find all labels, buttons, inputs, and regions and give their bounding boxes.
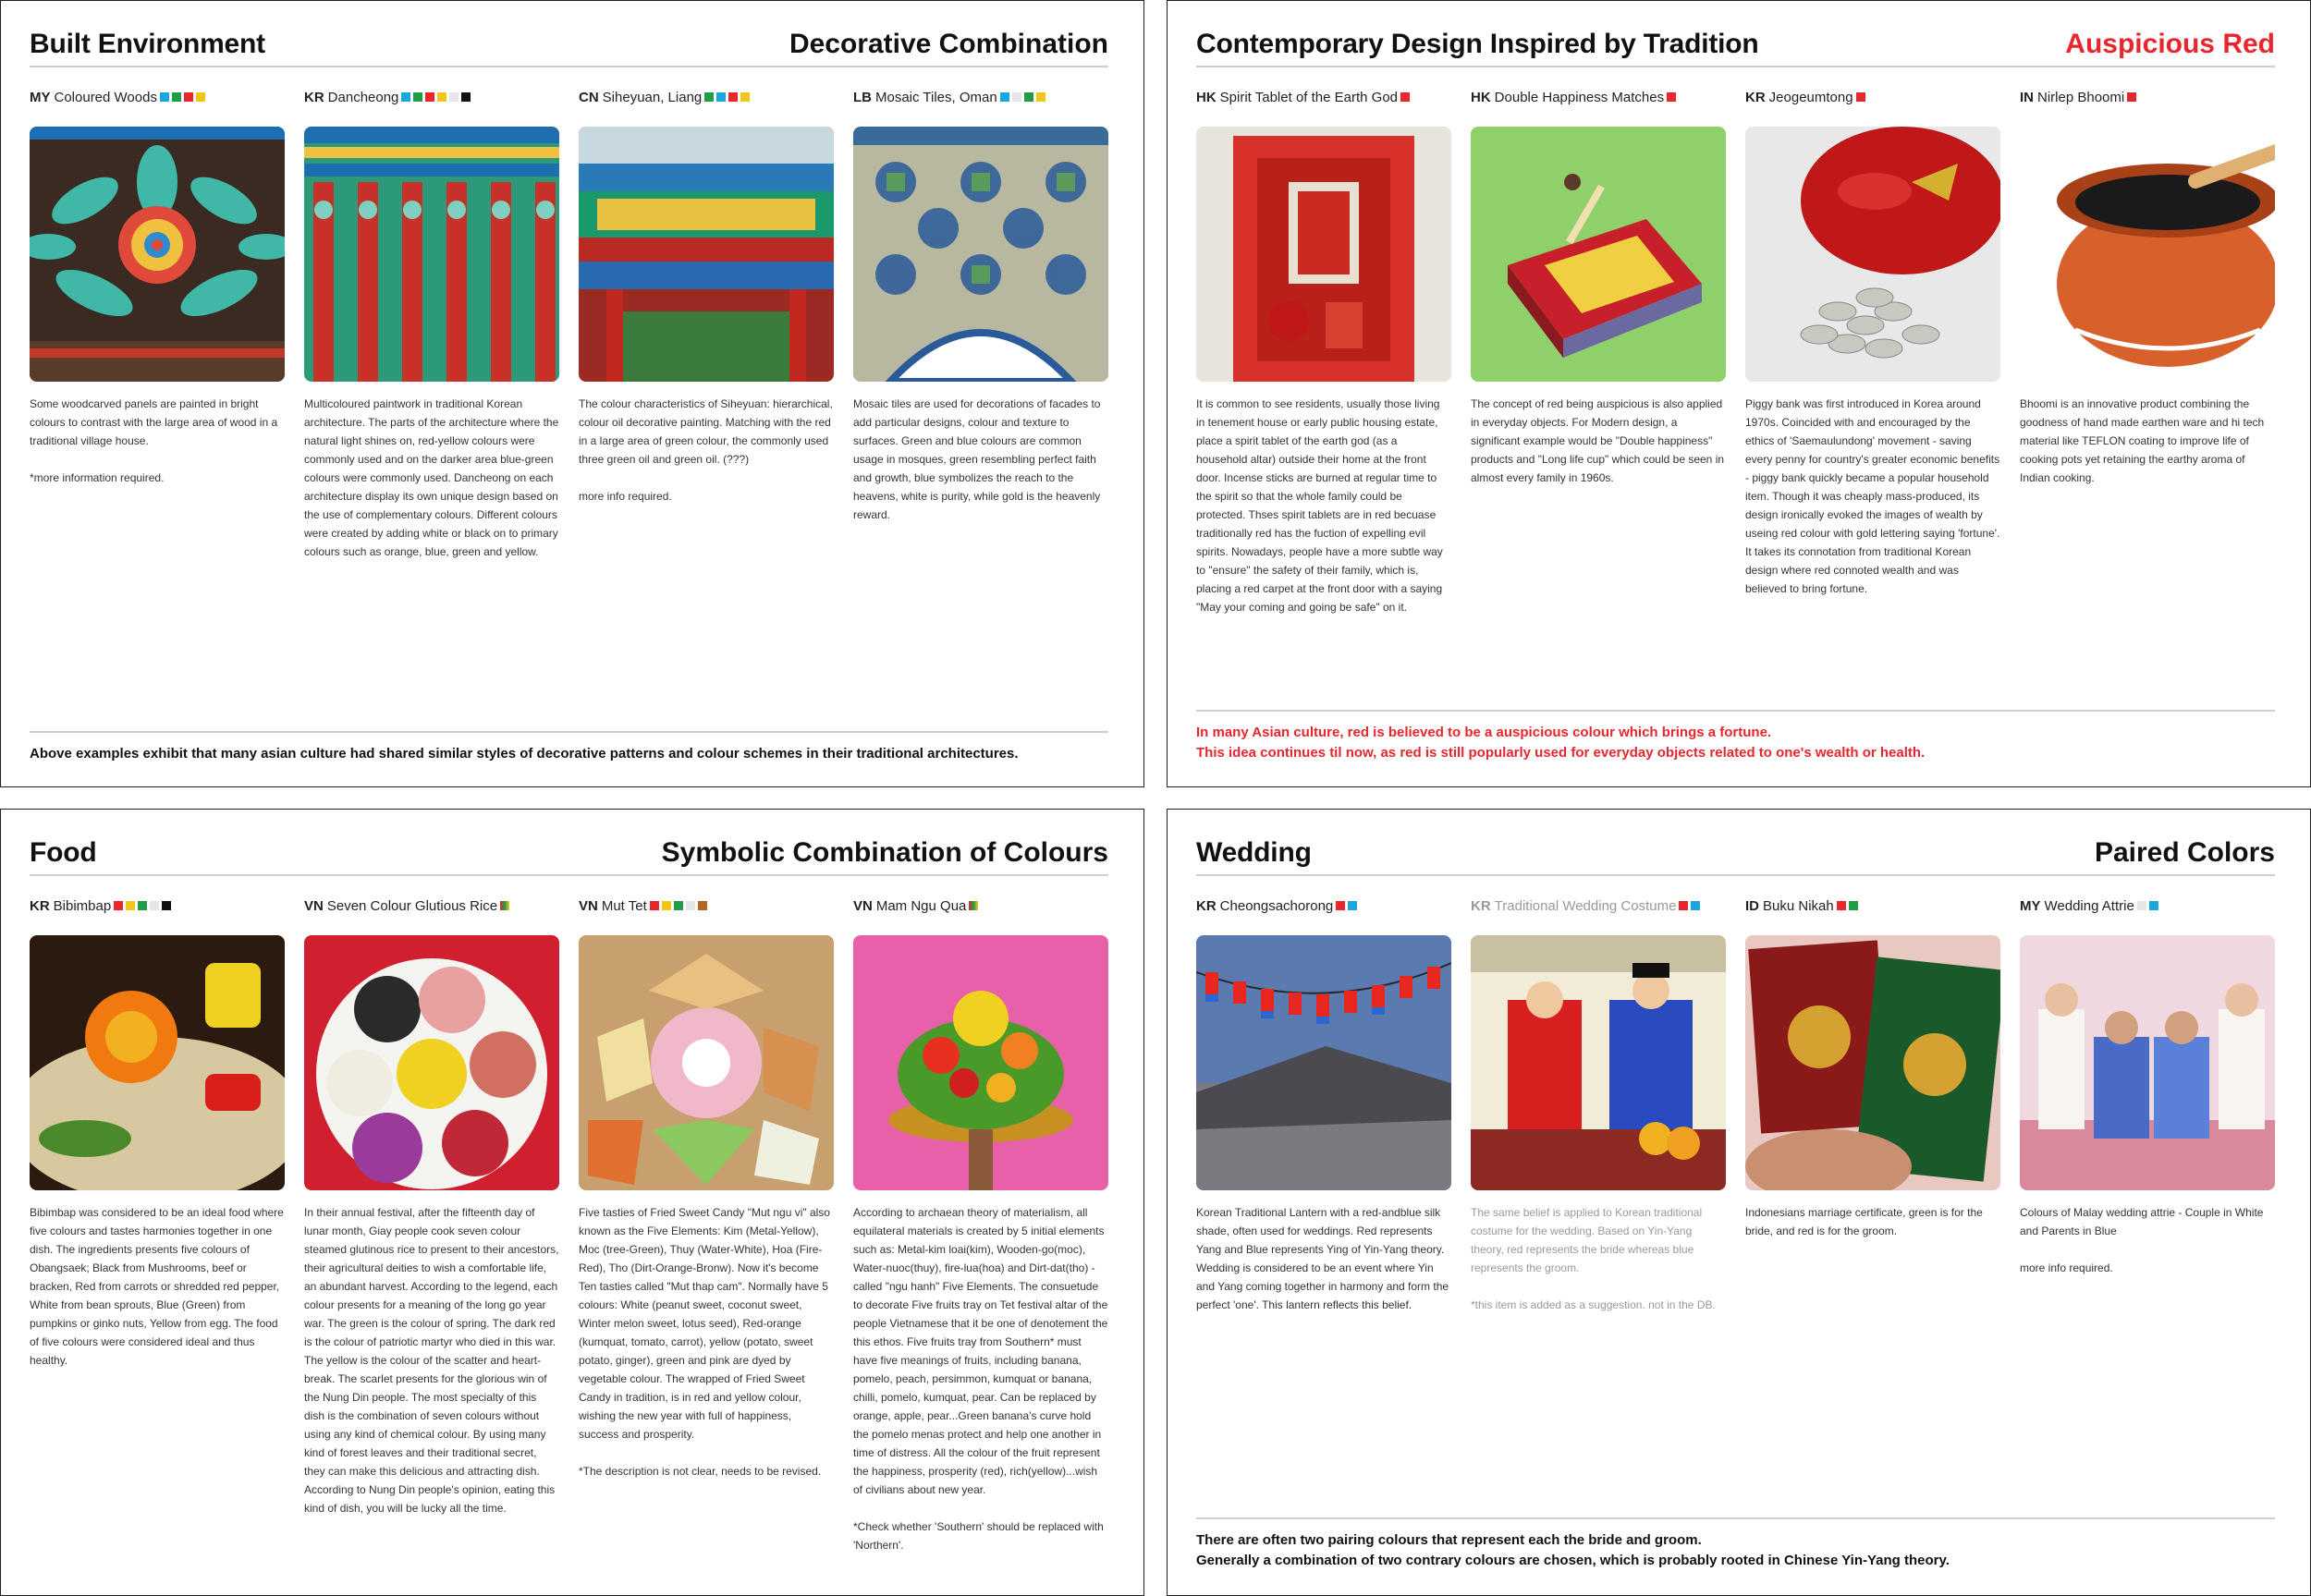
spacer (579, 1444, 834, 1462)
item-siheyuan (579, 90, 834, 503)
panel-wedding (1167, 809, 2311, 1596)
description-note: *this item is added as a suggestion. not in the DB. (1471, 1298, 1716, 1311)
item-caption (1471, 898, 1726, 919)
item-cheongsachorong (1196, 898, 1451, 1311)
item-caption (2020, 90, 2275, 110)
description-note: *Check whether 'Southern' should be replaced with 'Northern'. (853, 1520, 1104, 1552)
photo-clay-pot (2020, 127, 2275, 382)
item-name: Wedding Attrie (2044, 898, 2134, 914)
item-description (853, 1203, 1108, 1554)
swatch-orange (126, 901, 135, 910)
item-description: In their annual festival, after the fifteenth day of lunar month, Giay people cook seven colour steamed glutinous rice to present to their ancestors, their agricultural deities to wish a comfortable life, an abundant harvest. According to the legend, each colour presents for a meaning of the long go year war. The green is the colour of spring. The dark red is the colour of patriotic martyr who died in this war. The yellow is the colour of the scatter and heart-break. The scarlet presents for the glorious win of the Nung Din people. The most specialty of this dish is the combination of seven colours without using any kind of chemical colour. By using many kind of forest leaves and their traditional secret, they can make this delicious and attracting dish. According to Nung Din people's opinion, eating this kind of dish, you will be lucky all the time. (304, 1206, 559, 1515)
panel-header (1196, 29, 2275, 67)
photo-spirit-tablet (1196, 127, 1451, 382)
swatch-green (1024, 92, 1033, 102)
panel-subtitle: Paired Colors (2094, 837, 2275, 868)
photo-wedding-costume (1471, 935, 1726, 1190)
description-paragraph: The same belief is applied to Korean traditional costume for the wedding. Based on Yin-Yang theory, red represents the bride whereas blue represents the groom. (1471, 1206, 1703, 1274)
item-caption (304, 90, 559, 110)
description-note: more info required. (579, 490, 672, 503)
item-name: Mam Ngu Qua (875, 898, 967, 914)
item-description: Korean Traditional Lantern with a red-andblue silk shade, often used for weddings. Red represents Yang and Blue represents Ying of Yin-Yang theory. Wedding is considered to be an event where Yin and Yang coming together in harmony and form the perfect 'one'. This lantern reflects this belief. (1196, 1206, 1449, 1311)
item-description: The concept of red being auspicious is also applied in everyday objects. For Modern design, a significant example would be "Double happiness" products and "Long life cup" which could be seen in almost every family in 1960s. (1471, 397, 1725, 484)
country-code: HK (1196, 90, 1217, 105)
country-code: KR (1196, 898, 1217, 914)
item-caption (579, 898, 834, 919)
swatch-orange (437, 92, 446, 102)
item-description (579, 1203, 834, 1480)
description-paragraph: The colour characteristics of Siheyuan: hierarchical, colour oil decorative painting. Matching with the red in a large area of green colour, the commonly used three green oil and green oil. (???) (579, 397, 833, 466)
swatch-red (1856, 92, 1865, 102)
item-name: Spirit Tablet of the Earth God (1219, 90, 1399, 105)
swatch-orange (1036, 92, 1045, 102)
panel-subtitle: Decorative Combination (789, 29, 1108, 59)
item-traditional-wedding-costume (1471, 898, 1726, 1311)
country-code: KR (30, 898, 50, 914)
item-name: Traditional Wedding Costume (1494, 898, 1677, 914)
swatch-red (1336, 901, 1345, 910)
photo-siheyuan-beams (579, 127, 834, 382)
swatch-green (674, 901, 683, 910)
item-buku-nikah (1745, 898, 2000, 1237)
swatch-grey (150, 901, 159, 910)
item-name: Bibimbap (53, 898, 112, 914)
panel-built-environment (0, 0, 1144, 787)
swatch-grey (449, 92, 459, 102)
swatch-red (1667, 92, 1676, 102)
panel-food (0, 809, 1144, 1596)
item-caption (853, 90, 1108, 110)
country-code: KR (1745, 90, 1766, 105)
swatch-blue (401, 92, 410, 102)
panel-header (30, 837, 1108, 876)
panel-subtitle: Auspicious Red (2065, 29, 2275, 59)
spacer (579, 469, 834, 487)
description-paragraph: Colours of Malay wedding attrie - Couple in White and Parents in Blue (2020, 1206, 2264, 1237)
item-mosaic-tiles (853, 90, 1108, 521)
swatch-multicolour (969, 901, 978, 910)
item-mut-tet (579, 898, 834, 1478)
item-description: Indonesians marriage certificate, green is for the bride, and red is for the groom. (1745, 1206, 1983, 1237)
country-code: MY (30, 90, 51, 105)
country-code: LB (853, 90, 872, 105)
swatch-black (461, 92, 471, 102)
photo-lanterns (1196, 935, 1451, 1190)
photo-mosaic-tiles (853, 127, 1108, 382)
item-name: Seven Colour Glutious Rice (326, 898, 498, 914)
item-description: It is common to see residents, usually those living in tenement house or early public housing estate, place a spirit tablet of the earth god (as a household altar) outside their home at the front door. Incense sticks are burned at regular time to the spirit so that the whole family could be protected. Thses spirit tablets are in red becuase traditionally red has the fuction of expelling evil spirits. Nowadays, people have a more subtle way to "ensure" the safety of their family, which is, placing a red carpet at the front door with a saying "May your coming and going be safe" on it. (1196, 397, 1443, 614)
swatch-red (728, 92, 738, 102)
item-description: Multicoloured paintwork in traditional Korean architecture. The parts of the architecture where the natural light shines on, red-yellow colours were commonly used and on the darker area blue-green colours were commonly used. Dancheong on each architecture display its own unique design based on the use of complementary colours. Different colours were created by adding white or black on to primary colours such as orange, blue, green and yellow. (304, 397, 559, 558)
spacer (853, 1499, 1108, 1517)
item-name: Dancheong (327, 90, 399, 105)
spacer (2020, 1240, 2275, 1259)
photo-matchbox (1471, 127, 1726, 382)
swatch-red (650, 901, 659, 910)
country-code: KR (1471, 898, 1491, 914)
item-caption (1745, 90, 2000, 110)
description-paragraph: Some woodcarved panels are painted in bright colours to contrast with the large area of wood in a traditional village house. (30, 397, 278, 447)
panel-footer (30, 731, 1108, 764)
swatch-grey (1012, 92, 1021, 102)
item-description (579, 395, 834, 506)
item-caption (30, 90, 285, 110)
item-name: Mosaic Tiles, Oman (875, 90, 997, 105)
photo-mut-tet (579, 935, 834, 1190)
photo-carved-wood-panel (30, 127, 285, 382)
country-code: HK (1471, 90, 1491, 105)
footer-line: In many Asian culture, red is believed to be a auspicious colour which brings a fortune. (1196, 725, 1772, 740)
country-code: VN (579, 898, 598, 914)
item-description: Mosaic tiles are used for decorations of facades to add particular designs, colour and texture to surfaces. Green and blue colours are common usage in mosques, green resembling perfect faith and growth, blue symbolizes the reach to the heavens, white is purity, while gold is the heavenly reward. (853, 397, 1101, 521)
swatch-red (1400, 92, 1410, 102)
country-code: ID (1745, 898, 1759, 914)
panel-footer (1196, 1517, 2275, 1571)
item-wedding-attrie (2020, 898, 2275, 1274)
photo-seven-colour-rice (304, 935, 559, 1190)
description-note: more info required. (2020, 1261, 2113, 1274)
country-code: CN (579, 90, 599, 105)
panel-header (1196, 837, 2275, 876)
swatch-black (162, 901, 171, 910)
description-paragraph: Five tasties of Fried Sweet Candy "Mut ngu vi" also known as the Five Elements: Kim (Metal-Yellow), Moc (tree-Green), Thuy (Water-White), Hoa (Fire-Red), Tho (Dirt-Orange-Bronw). Now it's become Ten tasties called "Mut thap cam". Normally have 5 colours: White (peanut sweet, coconut sweet, Winter melon sweet, lotus seed), Red-orange (kumquat, tomato, carrot), yellow (potato, sweet potato, ginger), green and pink are dyed by vegetable colour. The wrapped of Fried Sweet Candy in tradition, is in red and yellow colour, wishing the new year with full of happiness, success and prosperity. (579, 1206, 830, 1441)
item-description (1471, 1203, 1726, 1314)
item-caption (1745, 898, 2000, 919)
item-spirit-tablet (1196, 90, 1451, 614)
country-code: VN (304, 898, 324, 914)
item-description: Bibimbap was considered to be an ideal food where five colours and tastes harmonies together in one dish. The ingredients presents five colours of Obangsaek; Black from Mushrooms, beef or bracken, Red from carrots or shredded red pepper, White from bean sprouts, Blue (Green) from pumpkins or ginko nuts, Yellow from egg. The food of five colours were considered ideal and thus healthy. (30, 1206, 284, 1367)
panel-header (30, 29, 1108, 67)
swatch-red (1679, 901, 1688, 910)
item-caption (579, 90, 834, 110)
item-caption (853, 898, 1108, 919)
footer-line: This idea continues til now, as red is still popularly used for everyday objects related to one's wealth or health. (1196, 745, 1926, 761)
footer-line: Generally a combination of two contrary colours are chosen, which is probably rooted in Chinese Yin-Yang theory. (1196, 1553, 1950, 1568)
swatch-orange (662, 901, 671, 910)
swatch-blue (160, 92, 169, 102)
item-seven-colour-rice (304, 898, 559, 1515)
item-caption (1196, 90, 1451, 110)
spacer (30, 450, 285, 469)
panel-footer (1196, 710, 2275, 763)
swatch-blue (1000, 92, 1009, 102)
swatch-green (413, 92, 422, 102)
country-code: IN (2020, 90, 2034, 105)
photo-bibimbap (30, 935, 285, 1190)
swatch-red (1837, 901, 1846, 910)
swatch-multicolour (500, 901, 509, 910)
country-code: MY (2020, 898, 2041, 914)
item-name: Coloured Woods (54, 90, 157, 105)
swatch-grey (2137, 901, 2146, 910)
item-name: Jeogeumtong (1768, 90, 1853, 105)
panel-title: Built Environment (30, 29, 265, 59)
item-description: Piggy bank was first introduced in Korea around 1970s. Coincided with and encouraged by the ethics of 'Saemaulundong' movement - saving every penny for country's greater economic benefits - piggy bank quickly became a popular household item. Though it was cheaply mass-produced, its design ironically evoked the images of wealth by useing red colour with gold lettering saying 'fortune'. It takes its connotation from traditional Korean design where red connoted wealth and was believed to bring fortune. (1745, 397, 2000, 595)
item-caption (2020, 898, 2275, 919)
item-dancheong (304, 90, 559, 558)
swatch-green (704, 92, 714, 102)
item-caption (30, 898, 285, 919)
description-paragraph: According to archaean theory of materialism, all equilateral materials is created by 5 initial elements such as: Metal-kim loai(kim), Wooden-go(moc), Water-nuoc(thuy), fire-lua(hoa) and Dirt-dat(tho) - called "ngu hanh" Five Elements. The consuetude to decorate Five fruits tray on Tet festival altar of the people Vietnamese that it be one of denotement the this ethos. Five fruits tray from Southern* must have five meanings of fruits, including banana, pomelo, peach, persimmon, kumquat or banana, chilli, pomelo, kumquat, pear. Can be replaced by orange, apple, pear...Green banana's curve hold the pomelo menas protect and help one another in time of distress. All the colour of the fruit represent the happiness, prosperity (red), rich(yellow)...wish of civilians about new year. (853, 1206, 1108, 1496)
item-caption (304, 898, 559, 919)
country-code: VN (853, 898, 873, 914)
item-name: Double Happiness Matches (1494, 90, 1665, 105)
swatch-red (114, 901, 123, 910)
item-caption (1196, 898, 1451, 919)
item-name: Nirlep Bhoomi (2037, 90, 2125, 105)
swatch-brown (698, 901, 707, 910)
item-description (30, 395, 285, 487)
swatch-blue (1348, 901, 1357, 910)
item-coloured-woods (30, 90, 285, 484)
description-note: *The description is not clear, needs to be revised. (579, 1465, 822, 1478)
swatch-red (2127, 92, 2136, 102)
panel-title: Contemporary Design Inspired by Tradition (1196, 29, 1759, 59)
swatch-orange (196, 92, 205, 102)
item-description (2020, 1203, 2275, 1277)
item-description: Bhoomi is an innovative product combining the goodness of hand made earthen ware and hi tech material like TEFLON coating to improve life of cooking pots yet retaining the earthy aroma of Indian cooking. (2020, 397, 2265, 484)
swatch-blue (716, 92, 726, 102)
photo-dancheong-paintwork (304, 127, 559, 382)
swatch-green (172, 92, 181, 102)
item-jeogeumtong (1745, 90, 2000, 595)
photo-malay-wedding (2020, 935, 2275, 1190)
item-caption (1471, 90, 1726, 110)
swatch-grey (686, 901, 695, 910)
swatch-green (138, 901, 147, 910)
description-note: *more information required. (30, 471, 165, 484)
panel-subtitle: Symbolic Combination of Colours (661, 837, 1108, 868)
swatch-red (425, 92, 434, 102)
swatch-green (1849, 901, 1858, 910)
footer-line: There are often two pairing colours that represent each the bride and groom. (1196, 1532, 1702, 1548)
swatch-orange (740, 92, 750, 102)
panel-contemporary-design (1167, 0, 2311, 787)
item-double-happiness-matches (1471, 90, 1726, 484)
item-name: Buku Nikah (1763, 898, 1834, 914)
item-bibimbap (30, 898, 285, 1367)
footer-line: Above examples exhibit that many asian culture had shared similar styles of decorative patterns and colour schemes in their traditional architectures. (30, 746, 1019, 761)
panel-title: Food (30, 837, 97, 868)
photo-fruit-tray (853, 935, 1108, 1190)
photo-marriage-books (1745, 935, 2000, 1190)
country-code: KR (304, 90, 324, 105)
swatch-red (184, 92, 193, 102)
item-name: Mut Tet (601, 898, 647, 914)
swatch-blue (1691, 901, 1700, 910)
item-name: Cheongsachorong (1219, 898, 1334, 914)
spacer (1471, 1277, 1726, 1296)
swatch-blue (2149, 901, 2158, 910)
item-nirlep-bhoomi (2020, 90, 2275, 484)
item-mam-ngu-qua (853, 898, 1108, 1552)
item-name: Siheyuan, Liang (602, 90, 703, 105)
photo-piggy-bank (1745, 127, 2000, 382)
panel-title: Wedding (1196, 837, 1312, 868)
